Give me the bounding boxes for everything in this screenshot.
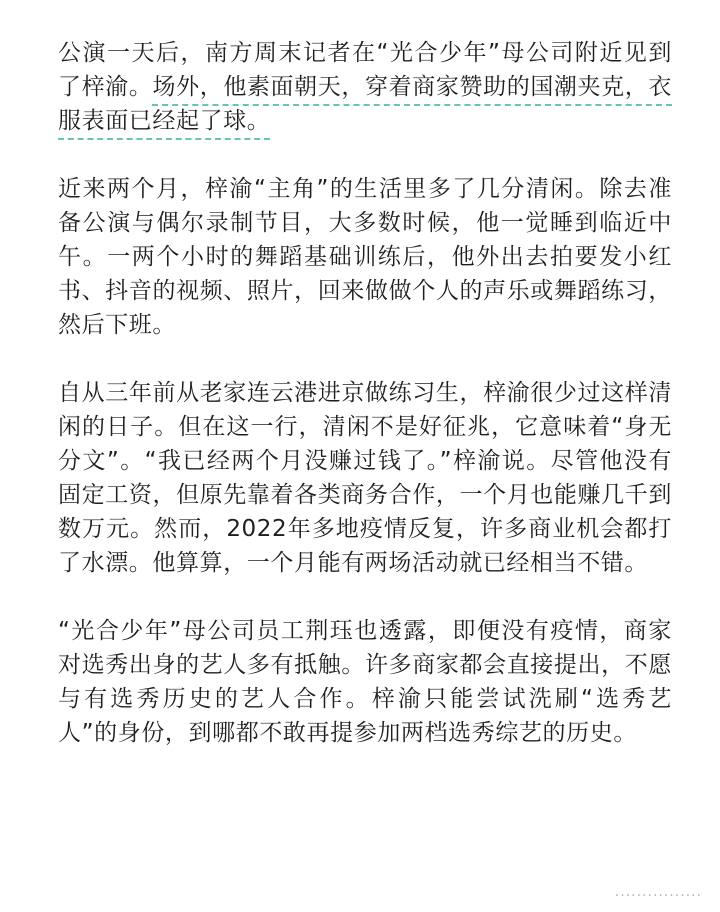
paragraph-1 xyxy=(58,36,672,138)
paragraph-4-text: “光合少年”母公司员工荆珏也透露，即便没有疫情，商家对选秀出身的艺人多有抵触。许多商家都会直接提出，不愿与有选秀历史的艺人合作。梓渝只能尝试洗刷“选秀艺人”的身份，到哪都不敢再提参加两档选秀综艺的历史。 xyxy=(58,618,672,746)
highlighted-sentence: 场外，他素面朝天，穿着商家赞助的国潮夹克，衣服表面已经起了球。 xyxy=(58,74,672,140)
article-body xyxy=(58,36,672,750)
paragraph-3-text: 自从三年前从老家连云港进京做练习生，梓渝很少过这样清闲的日子。但在这一行，清闲不是好征兆，它意味着“身无分文”。“我已经两个月没赚过钱了。”梓渝说。尽管他没有固定工资，但原先靠着各类商务合作，一个月也能赚几千到数万元。然而，2022年多地疫情反复，许多商业机会都打了水漂。他算算，一个月能有两场活动就已经相当不错。 xyxy=(58,380,672,576)
paragraph-3 xyxy=(58,376,672,580)
paragraph-1-text: 公演一天后，南方周末记者在“光合少年”母公司附近见到了梓渝。 xyxy=(58,40,672,100)
paragraph-2-text: 近来两个月，梓渝“主角”的生活里多了几分清闲。除去准备公演与偶尔录制节目，大多数时候，他一觉睡到临近中午。一两个小时的舞蹈基础训练后，他外出去拍要发小红书、抖音的视频、照片，回来做做个人的声乐或舞蹈练习，然后下班。 xyxy=(58,176,672,338)
paragraph-2 xyxy=(58,172,672,342)
watermark: ················ xyxy=(614,888,702,904)
paragraph-4 xyxy=(58,614,672,750)
